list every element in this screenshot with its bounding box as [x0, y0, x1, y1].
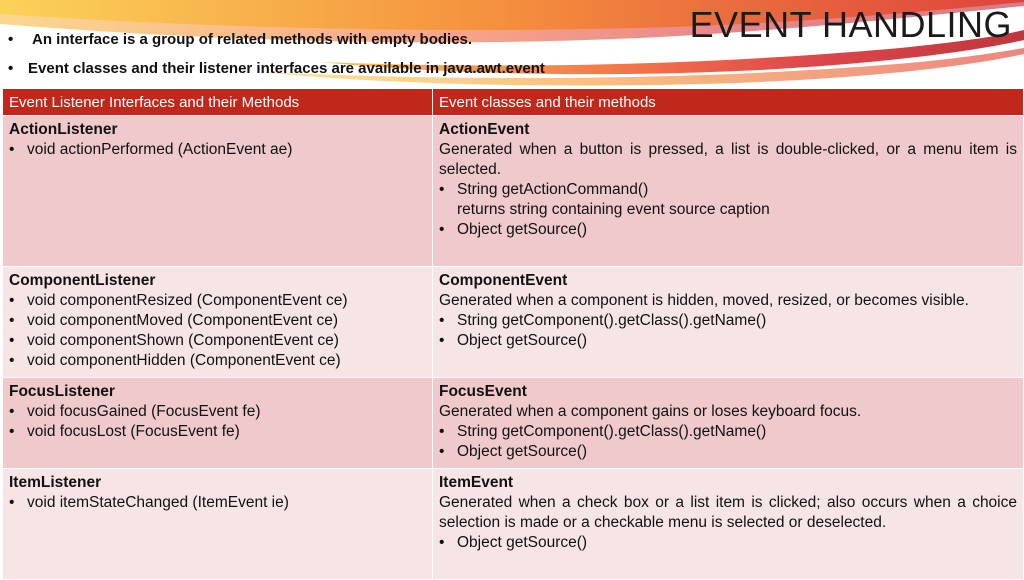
bullet-icon: •: [8, 31, 14, 48]
method-item: • void componentHidden (ComponentEvent ce): [9, 352, 341, 369]
bullet-icon: •: [8, 60, 14, 77]
listener-cell: [3, 469, 433, 580]
method-note: returns string containing event source caption: [457, 201, 770, 218]
listener-name: ActionListener: [9, 121, 118, 138]
method-item: • void componentResized (ComponentEvent ce): [9, 292, 348, 309]
table-row: [3, 469, 1024, 580]
intro-bullet: • An interface is a group of related methods with empty bodies.: [8, 31, 473, 48]
event-method-item: • Object getSource(): [439, 443, 588, 460]
event-method-item: • Object getSource(): [439, 534, 588, 551]
method-item: • void focusLost (FocusEvent fe): [9, 423, 240, 440]
event-cell: [433, 267, 1024, 378]
listener-cell: [3, 267, 433, 378]
table-header-row: [3, 89, 1024, 116]
intro-bullets: [8, 30, 688, 88]
event-method-item: • Object getSource(): [439, 221, 588, 238]
method-item: • void actionPerformed (ActionEvent ae): [9, 141, 293, 158]
event-method-item: • String getActionCommand(): [439, 181, 649, 198]
method-item: • void componentShown (ComponentEvent ce): [9, 332, 339, 349]
listener-name: ItemListener: [9, 474, 102, 491]
slide-title: EVENT HANDLING: [689, 4, 1012, 45]
table-row: [3, 378, 1024, 469]
event-description: Generated when a component gains or loses keyboard focus.: [439, 403, 862, 420]
table-row: [3, 267, 1024, 378]
method-item: • void focusGained (FocusEvent fe): [9, 403, 261, 420]
header-listener: Event Listener Interfaces and their Methods: [3, 89, 433, 116]
event-description: Generated when a component is hidden, moved, resized, or becomes visible.: [439, 292, 969, 309]
event-method-item: • String getComponent().getClass().getName(): [439, 423, 767, 440]
event-name: ComponentEvent: [439, 272, 568, 289]
method-item: • void itemStateChanged (ItemEvent ie): [9, 494, 289, 511]
listener-cell: [3, 378, 433, 469]
event-cell: [433, 378, 1024, 469]
event-name: ItemEvent: [439, 474, 514, 491]
method-item: • void componentMoved (ComponentEvent ce): [9, 312, 339, 329]
listener-cell: [3, 116, 433, 267]
header-event: Event classes and their methods: [433, 89, 1024, 116]
intro-bullet: • Event classes and their listener interfaces are available in java.awt.event: [8, 60, 545, 77]
event-cell: [433, 469, 1024, 580]
event-name: ActionEvent: [439, 121, 530, 138]
event-method-item: • Object getSource(): [439, 332, 588, 349]
event-description: Generated when a check box or a list item is clicked; also occurs when a choice selection is made or a checkable menu is selected or deselected.: [439, 494, 1017, 531]
listener-name: ComponentListener: [9, 272, 156, 289]
event-table: [2, 88, 1024, 580]
table-row: [3, 116, 1024, 267]
event-description: Generated when a button is pressed, a list is double-clicked, or a menu item is selected.: [439, 141, 1017, 178]
event-method-item: • String getComponent().getClass().getName(): [439, 312, 767, 329]
event-name: FocusEvent: [439, 383, 527, 400]
listener-name: FocusListener: [9, 383, 115, 400]
event-cell: [433, 116, 1024, 267]
